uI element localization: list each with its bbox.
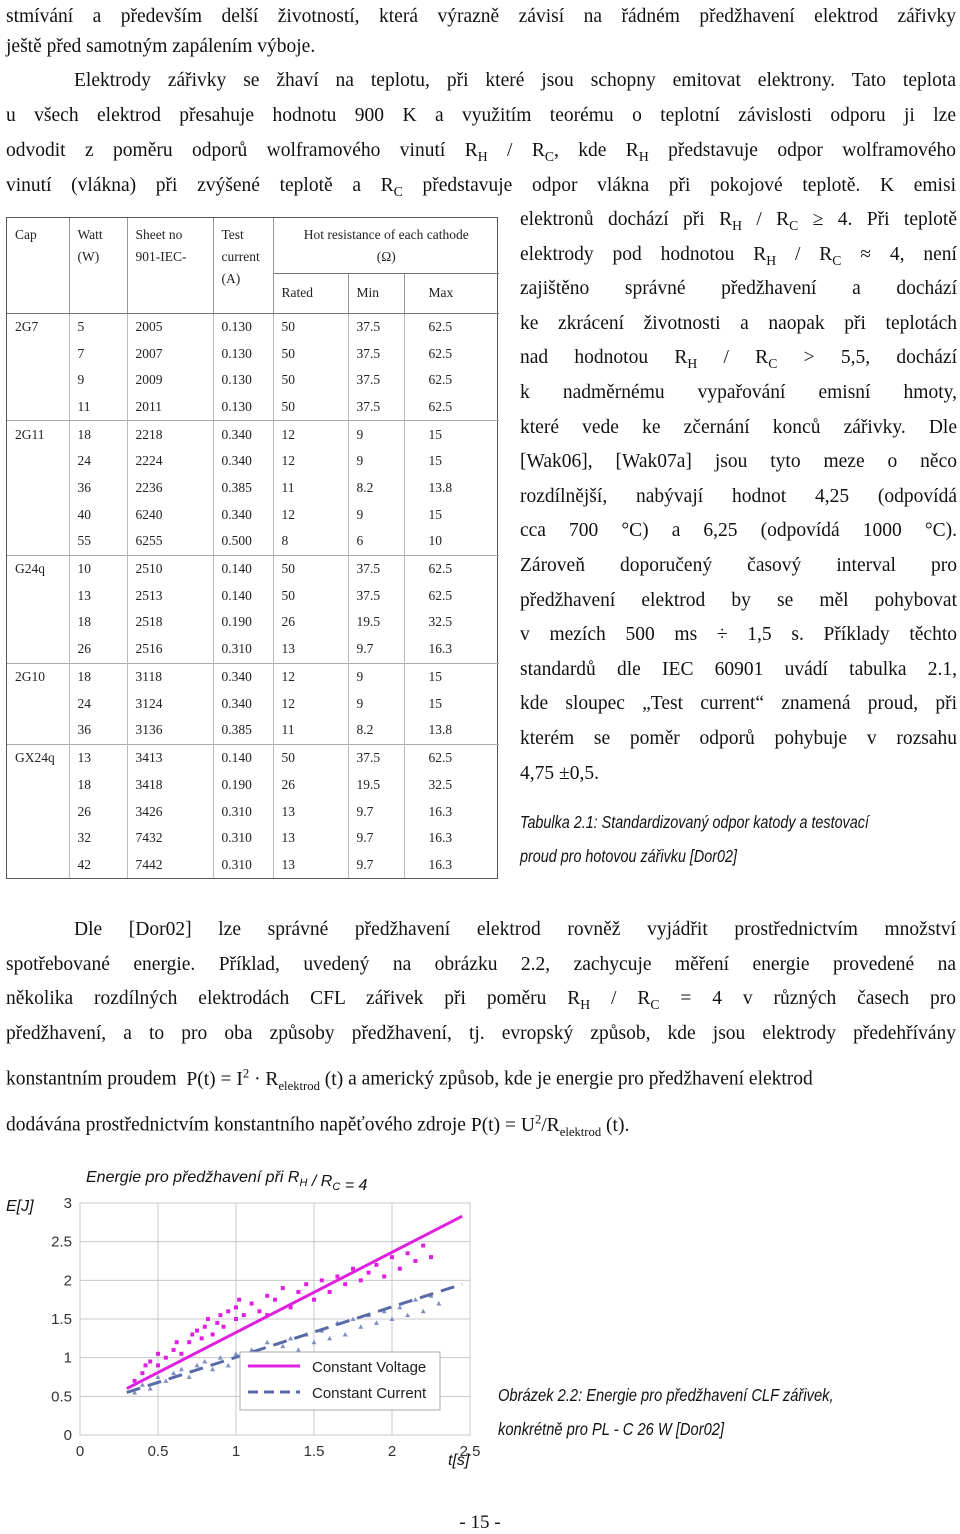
x-tick-label: 2.5 (459, 1443, 481, 1460)
table-cell: 0.340 (213, 663, 273, 690)
data-point-constant-voltage (273, 1298, 277, 1302)
table-cell: 62.5 (404, 555, 499, 582)
energy-chart (0, 1160, 960, 1480)
table-cell: 50 (273, 393, 348, 420)
table-cell: 13 (273, 825, 348, 852)
table-row (7, 744, 499, 771)
table-cell: 62.5 (404, 744, 499, 771)
table-cell: 12 (273, 663, 348, 690)
table-row (7, 798, 499, 825)
table-cell: 9.7 (348, 825, 404, 852)
data-point-constant-voltage (215, 1321, 219, 1325)
header-min: Min (348, 273, 404, 313)
table-row (7, 313, 499, 340)
table-cell: 0.340 (213, 501, 273, 528)
table-cell: GX24q (7, 744, 69, 771)
table-cell: 8.2 (348, 717, 404, 744)
table-cell: 37.5 (348, 555, 404, 582)
header-cap: Cap (7, 218, 69, 313)
table-cell: 12 (273, 448, 348, 475)
table-cell: 26 (273, 609, 348, 636)
table-cell: 62.5 (404, 393, 499, 420)
legend-label: Constant Current (312, 1385, 427, 1402)
data-point-constant-voltage (164, 1356, 168, 1360)
table-cell: 8.2 (348, 475, 404, 502)
table-cell (7, 367, 69, 394)
table-cell: 9 (348, 421, 404, 448)
table-cell: 32.5 (404, 609, 499, 636)
y-tick-label: 0 (63, 1427, 72, 1444)
right-column-line: ke zkrácení životnosti a naopak při teplotách (520, 312, 957, 334)
x-tick-label: 0 (75, 1443, 85, 1460)
data-point-constant-voltage (226, 1309, 230, 1313)
data-point-constant-voltage (304, 1282, 308, 1286)
table-cell: 9.7 (348, 851, 404, 878)
x-tick-label: 1.5 (303, 1443, 325, 1460)
table-cell: 0.310 (213, 851, 273, 878)
data-point-constant-voltage (187, 1340, 191, 1344)
table-cell: 2007 (127, 340, 213, 367)
data-point-constant-voltage (234, 1305, 238, 1309)
right-column-line: elektronů dochází při $R_H / R_C \ge 4$. Při teplotě (520, 209, 957, 233)
table-cell: 9.7 (348, 636, 404, 663)
formula-constant-voltage: $P(t) = U^2/R_{elektrod}$ (t). (470, 1112, 630, 1139)
table-cell: 36 (69, 717, 127, 744)
header-watt: Watt (W) (69, 218, 127, 313)
right-column-line: nad hodnotou $R_H / R_C > 5,5$, dochází (520, 347, 957, 372)
table-cell: 0.385 (213, 717, 273, 744)
table-cell: 50 (273, 340, 348, 367)
data-point-constant-voltage (140, 1371, 144, 1375)
table-cell: 18 (69, 609, 127, 636)
chart-ylabel: E[J] (6, 1198, 34, 1215)
table-cell: 0.340 (213, 448, 273, 475)
table-cell: 0.310 (213, 636, 273, 663)
table-cell: 32 (69, 825, 127, 852)
data-point-constant-voltage (242, 1313, 246, 1317)
figure-caption-line2: konkrétně pro PL - C 26 W [Dor02] (498, 1419, 725, 1439)
table-cell (7, 851, 69, 878)
table-cell: 0.140 (213, 744, 273, 771)
para3-line2: spotřebované energie. Příklad, uvedený na obrázku 2.2, zachycuje měření energie provedené na (6, 954, 956, 975)
table-cell: 11 (273, 475, 348, 502)
table-cell: 50 (273, 583, 348, 610)
figure-caption-line1: Obrázek 2.2: Energie pro předžhavení CLF zářivek, (498, 1385, 834, 1405)
data-point-constant-voltage (265, 1294, 269, 1298)
para3-line1: Dle [Dor02] lze správné předžhavení elektrod rovněž vyjádřit prostřednictvím množství (74, 919, 956, 940)
table-cell: G24q (7, 555, 69, 582)
table-cell (7, 690, 69, 717)
data-point-constant-voltage (382, 1274, 386, 1278)
header-hot-resistance: Hot resistance of each cathode (Ω) (273, 218, 499, 273)
table-cell: 12 (273, 690, 348, 717)
data-point-constant-voltage (190, 1332, 194, 1336)
table-cell: 24 (69, 690, 127, 717)
table-row (7, 583, 499, 610)
legend-label: Constant Voltage (312, 1359, 427, 1376)
table-cell: 2516 (127, 636, 213, 663)
table-row (7, 663, 499, 690)
right-column-line: cca 700 °C) a 6,25 (odpovídá 1000 °C). (520, 520, 957, 542)
table-row (7, 393, 499, 420)
table-cell: 11 (69, 393, 127, 420)
data-point-constant-voltage (172, 1348, 176, 1352)
x-tick-label: 1 (231, 1443, 241, 1460)
para3-line3: několika rozdílných elektrodách CFL zářivek při poměru $R_H / R_C = 4$ v různých časech pro (6, 988, 956, 1012)
data-point-constant-voltage (218, 1313, 222, 1317)
right-column-line: předžhavení elektrod by se měl pohybovat (520, 589, 957, 611)
table-cell: 16.3 (404, 851, 499, 878)
table-cell: 50 (273, 744, 348, 771)
table-cell: 3413 (127, 744, 213, 771)
table-cell: 8 (273, 528, 348, 555)
table-cell: 2005 (127, 313, 213, 340)
table-cell: 50 (273, 367, 348, 394)
table-cell: 7 (69, 340, 127, 367)
table-cell: 26 (69, 636, 127, 663)
table-cell: 3418 (127, 772, 213, 799)
table-cell: 13 (69, 744, 127, 771)
table-row (7, 555, 499, 582)
right-column-line: k nadměrnému vypařování emisní hmoty, (520, 382, 957, 403)
y-tick-label: 3 (63, 1195, 72, 1212)
table-cell: 0.130 (213, 367, 273, 394)
table-cell: 9 (348, 448, 404, 475)
table-cell: 2510 (127, 555, 213, 582)
table-cell: 42 (69, 851, 127, 878)
table-cell: 2218 (127, 421, 213, 448)
right-column-line: kde sloupec „Test current“ znamená proud, při (520, 693, 957, 715)
table-cell: 2224 (127, 448, 213, 475)
table-cell: 13 (69, 583, 127, 610)
table-cell: 13 (273, 798, 348, 825)
table-cell: 2011 (127, 393, 213, 420)
table-cell: 37.5 (348, 340, 404, 367)
data-point-constant-voltage (429, 1255, 433, 1259)
table-cell: 2009 (127, 367, 213, 394)
right-column-line: které vede ke zčernání konců zářivky. Dle (520, 416, 957, 438)
table-cell: 0.190 (213, 772, 273, 799)
table-cell: 15 (404, 501, 499, 528)
table-cell: 15 (404, 448, 499, 475)
table-cell (7, 636, 69, 663)
data-point-constant-voltage (156, 1363, 160, 1367)
x-tick-label: 0.5 (147, 1443, 169, 1460)
para2-line2: u všech elektrod přesahuje hodnotu 900 K a využitím teorému o teplotní závislosti odporu ji lze (6, 105, 956, 126)
y-tick-label: 2.5 (51, 1233, 72, 1251)
y-tick-label: 2 (63, 1272, 72, 1290)
data-point-constant-voltage (312, 1298, 316, 1302)
x-tick-label: 2 (387, 1443, 397, 1460)
right-column-line: elektrody pod hodnotou $R_H / R_C \approx 4$, není (520, 243, 957, 268)
y-tick-label: 1 (63, 1349, 72, 1367)
table-cell (7, 609, 69, 636)
table-cell: 3124 (127, 690, 213, 717)
table-cell (7, 448, 69, 475)
data-point-constant-voltage (374, 1263, 378, 1267)
table-cell: 2518 (127, 609, 213, 636)
table-cell (7, 528, 69, 555)
para3-line6: dodávána prostřednictvím konstantního napěťového zdroje $P(t) = U^2/R_{elektrod}$ (t). (6, 1112, 630, 1139)
table-cell: 3426 (127, 798, 213, 825)
table-cell: 9 (69, 367, 127, 394)
right-column-line: 4,75 ±0,5. (520, 762, 599, 784)
table-row (7, 717, 499, 744)
table-cell: 16.3 (404, 825, 499, 852)
table-cell (7, 717, 69, 744)
data-point-constant-voltage (175, 1340, 179, 1344)
data-point-constant-voltage (148, 1360, 152, 1364)
right-column-line: zajištěno správné předžhavení a dochází (520, 278, 957, 300)
table-row (7, 772, 499, 799)
table-cell: 2513 (127, 583, 213, 610)
table-cell (7, 825, 69, 852)
chart-title: Energie pro předžhavení při $R_H / R_C = 4$ (86, 1169, 368, 1194)
table-cell: 36 (69, 475, 127, 502)
table-cell: 0.500 (213, 528, 273, 555)
data-point-constant-voltage (234, 1317, 238, 1321)
table-row (7, 609, 499, 636)
y-tick-label: 0.5 (51, 1388, 72, 1406)
table-cell: 0.140 (213, 583, 273, 610)
right-column-line: Zároveň doporučený časový interval pro (520, 555, 957, 576)
chart-legend (240, 1352, 440, 1410)
table-row (7, 528, 499, 555)
table-cell: 13 (273, 636, 348, 663)
table-cell: 16.3 (404, 798, 499, 825)
table-cell: 40 (69, 501, 127, 528)
table-cell: 15 (404, 663, 499, 690)
table-cell: 0.130 (213, 340, 273, 367)
table-cell: 62.5 (404, 340, 499, 367)
data-point-constant-voltage (281, 1286, 285, 1290)
table-row (7, 501, 499, 528)
table-cell: 7432 (127, 825, 213, 852)
table-cell: 15 (404, 690, 499, 717)
table-row (7, 421, 499, 448)
table-cell: 13.8 (404, 717, 499, 744)
data-point-constant-voltage (398, 1267, 402, 1271)
table-cell: 2G7 (7, 313, 69, 340)
chart-xlabel: t[s] (448, 1452, 470, 1469)
data-point-constant-voltage (421, 1244, 425, 1248)
table-cell: 37.5 (348, 583, 404, 610)
table-row (7, 851, 499, 878)
right-column-line: rozdílnější, nabývají hodnot 4,25 (odpovídá (520, 485, 957, 507)
table-cell: 62.5 (404, 367, 499, 394)
data-point-constant-voltage (296, 1290, 300, 1294)
table-cell: 5 (69, 313, 127, 340)
data-point-constant-voltage (390, 1255, 394, 1259)
chart-plot-area (51, 1195, 480, 1460)
data-point-constant-voltage (335, 1274, 339, 1278)
table-cell: 19.5 (348, 772, 404, 799)
data-point-constant-voltage (203, 1325, 207, 1329)
table-cell: 0.140 (213, 555, 273, 582)
table-cell (7, 798, 69, 825)
table-cell: 0.385 (213, 475, 273, 502)
table-cell (7, 340, 69, 367)
y-tick-label: 1.5 (51, 1311, 72, 1328)
para1-line2: ještě před samotným zapálením výboje. (6, 36, 316, 57)
table-cell: 13.8 (404, 475, 499, 502)
table-caption-line1: Tabulka 2.1: Standardizovaný odpor katody a testovací (520, 812, 869, 832)
table-cell: 3136 (127, 717, 213, 744)
table-cell: 12 (273, 421, 348, 448)
table-cell: 3118 (127, 663, 213, 690)
data-point-constant-voltage (250, 1302, 254, 1306)
table-cell: 26 (273, 772, 348, 799)
table-cell: 9 (348, 501, 404, 528)
data-point-constant-voltage (413, 1259, 417, 1263)
para2-line3: odvodit z poměru odporů wolframového vinutí $R_H / R_C$, kde $R_H$ představuje odpor wolframového (6, 140, 956, 164)
table-cell: 2G10 (7, 663, 69, 690)
table-cell: 24 (69, 448, 127, 475)
table-cell: 62.5 (404, 313, 499, 340)
data-point-constant-voltage (144, 1363, 148, 1367)
table-cell: 6 (348, 528, 404, 555)
table-cell: 13 (273, 851, 348, 878)
right-column-line: standardů dle IEC 60901 uvádí tabulka 2.1, (520, 658, 957, 680)
formula-constant-current: $P(t) = I^2 \cdot R_{elektrod}$ (t) (186, 1066, 344, 1093)
table-cell: 0.190 (213, 609, 273, 636)
table-cell (7, 501, 69, 528)
header-max: Max (404, 273, 499, 313)
table-cell: 32.5 (404, 772, 499, 799)
data-point-constant-voltage (343, 1282, 347, 1286)
table-row (7, 690, 499, 717)
table-row (7, 475, 499, 502)
data-point-constant-voltage (222, 1325, 226, 1329)
table-cell: 7442 (127, 851, 213, 878)
para3-line5: konstantním proudem $P(t) = I^2 \cdot R_{elektrod}$ (t) a americký způsob, kde je energie pro předžhavení elektrod (6, 1066, 813, 1093)
right-column-line: kterém se poměr odporů pohybuje v rozsahu (520, 728, 957, 749)
data-point-constant-voltage (257, 1309, 261, 1313)
header-sheet: Sheet no 901-IEC- (127, 218, 213, 313)
table-cell: 26 (69, 798, 127, 825)
data-point-constant-voltage (328, 1290, 332, 1294)
table-row (7, 340, 499, 367)
data-point-constant-voltage (211, 1332, 215, 1336)
data-point-constant-voltage (206, 1317, 210, 1321)
table-cell: 19.5 (348, 609, 404, 636)
table-caption-line2: proud pro hotovou zářivku [Dor02] (520, 846, 737, 866)
table-cell: 18 (69, 421, 127, 448)
table-cell: 6255 (127, 528, 213, 555)
table-cell (7, 393, 69, 420)
table-cell: 2236 (127, 475, 213, 502)
table-cell: 0.130 (213, 313, 273, 340)
right-column-line: v mezích 500 ms ÷ 1,5 s. Příklady těchto (520, 624, 957, 646)
table-cell: 50 (273, 555, 348, 582)
data-point-constant-voltage (359, 1278, 363, 1282)
header-test-current: Test current (A) (213, 218, 273, 313)
table-cell: 0.340 (213, 421, 273, 448)
table-cell: 37.5 (348, 367, 404, 394)
table-cell (7, 772, 69, 799)
table-row (7, 367, 499, 394)
table-cell: 2G11 (7, 421, 69, 448)
table-cell: 11 (273, 717, 348, 744)
table-cell: 9 (348, 663, 404, 690)
para2-line1: Elektrody zářivky se žhaví na teplotu, při které jsou schopny emitovat elektrony. Tato teplota (74, 70, 956, 91)
table-cell (7, 583, 69, 610)
table-cell: 9.7 (348, 798, 404, 825)
data-point-constant-voltage (179, 1352, 183, 1356)
data-point-constant-voltage (320, 1278, 324, 1282)
table-cell: 6240 (127, 501, 213, 528)
table-cell: 10 (404, 528, 499, 555)
data-point-constant-voltage (237, 1298, 241, 1302)
para3-line4: předžhavení, a to pro oba způsoby předžhavení, tj. evropský způsob, kde jsou elektrody předehřívány (6, 1023, 956, 1044)
table-row (7, 448, 499, 475)
table-cell: 9 (348, 690, 404, 717)
para1-line1: stmívání a především delší životností, která výrazně závisí na řádném předžhavení elektrod zářivky (6, 6, 956, 27)
page-number: - 15 - (459, 1512, 501, 1533)
table-cell: 0.310 (213, 825, 273, 852)
table-cell: 0.340 (213, 690, 273, 717)
table-cell: 37.5 (348, 393, 404, 420)
data-point-constant-voltage (406, 1251, 410, 1255)
table-cell: 16.3 (404, 636, 499, 663)
table-cell: 18 (69, 772, 127, 799)
table-cell: 10 (69, 555, 127, 582)
table-cell: 62.5 (404, 583, 499, 610)
table-row (7, 636, 499, 663)
table-cell: 12 (273, 501, 348, 528)
data-point-constant-voltage (200, 1336, 204, 1340)
table-cell: 37.5 (348, 313, 404, 340)
table-cell: 0.310 (213, 798, 273, 825)
header-rated: Rated (273, 273, 348, 313)
table-cell: 0.130 (213, 393, 273, 420)
table-cell: 15 (404, 421, 499, 448)
para2-line4: vinutí (vlákna) při zvýšené teplotě a $R_C$ představuje odpor vlákna při pokojové teplotě. K emisi (6, 175, 956, 199)
table-cell (7, 475, 69, 502)
right-column-line: [Wak06], [Wak07a] jsou tyto meze o něco (520, 451, 957, 473)
table-cell: 50 (273, 313, 348, 340)
data-point-constant-voltage (367, 1271, 371, 1275)
data-point-constant-voltage (156, 1352, 160, 1356)
table-cell: 55 (69, 528, 127, 555)
table-cell: 37.5 (348, 744, 404, 771)
table-cell: 18 (69, 663, 127, 690)
cathode-resistance-table (6, 217, 498, 879)
table-row (7, 825, 499, 852)
data-point-constant-voltage (195, 1329, 199, 1333)
